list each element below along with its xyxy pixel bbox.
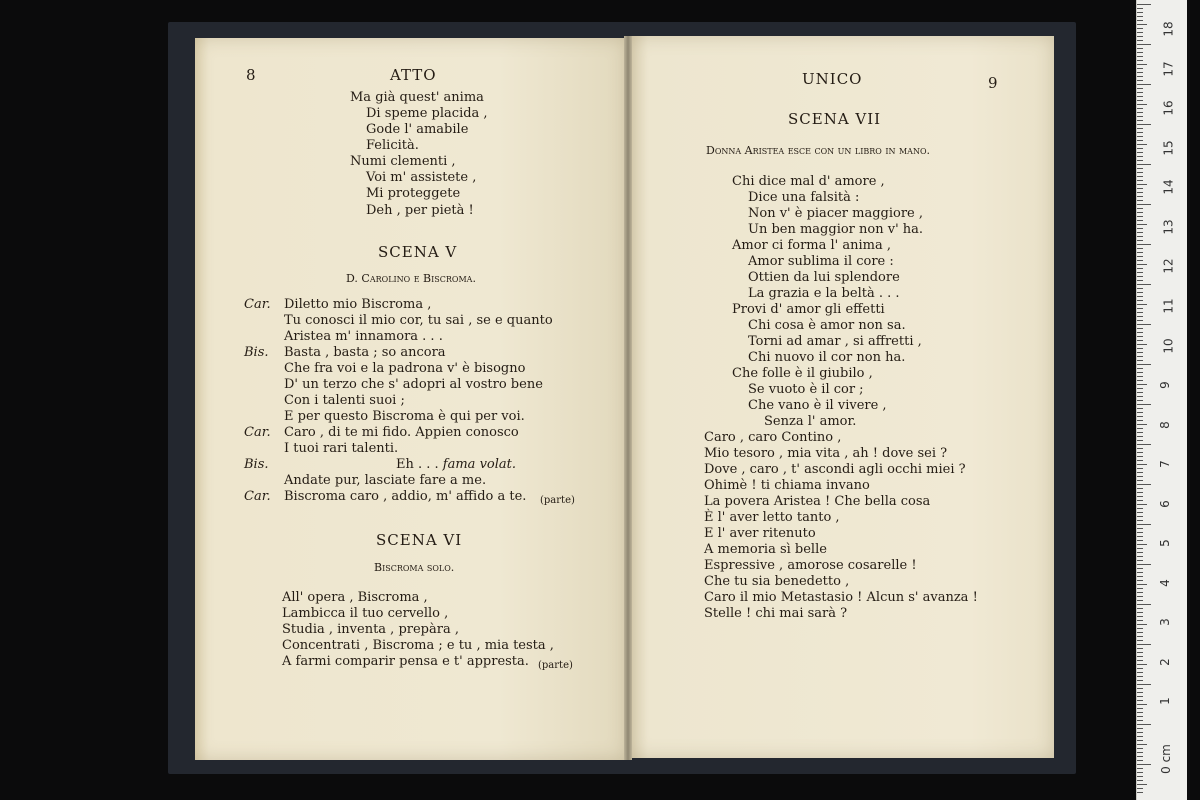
speaker-label: Bis. <box>244 457 269 472</box>
ruler-tick <box>1137 276 1143 277</box>
verse-line: A farmi comparir pensa e t' appresta. <box>282 654 529 669</box>
ruler-tick <box>1137 468 1143 469</box>
ruler-tick <box>1137 736 1143 737</box>
ruler-tick <box>1137 676 1143 677</box>
verse-line: Stelle ! chi mai sarà ? <box>704 606 848 621</box>
scene-title: SCENA VII <box>788 110 882 128</box>
ruler-tick <box>1137 624 1147 625</box>
ruler-tick <box>1137 68 1143 69</box>
ruler-tick <box>1137 584 1147 585</box>
ruler-tick <box>1137 756 1143 757</box>
ruler-tick <box>1137 580 1143 581</box>
ruler-tick <box>1137 512 1143 513</box>
verse-line: Numi clementi , <box>350 154 456 169</box>
ruler-tick <box>1137 720 1143 721</box>
ruler-tick <box>1137 84 1151 85</box>
ruler-tick <box>1137 272 1143 273</box>
ruler-tick <box>1137 12 1143 13</box>
verse-line: Felicità. <box>366 138 419 153</box>
speaker-label: Car. <box>244 297 271 312</box>
verse-line: Chi nuovo il cor non ha. <box>748 350 906 365</box>
ruler-tick <box>1137 440 1143 441</box>
dialogue-line: Caro , di te mi fido. Appien conosco <box>284 425 519 440</box>
stage-aside: (parte) <box>538 660 573 671</box>
ruler-tick <box>1137 528 1143 529</box>
ruler-tick <box>1137 724 1151 725</box>
ruler-number: 16 <box>1161 100 1176 116</box>
ruler-tick <box>1137 44 1151 45</box>
verse-line: Mio tesoro , mia vita , ah ! dove sei ? <box>704 446 948 461</box>
ruler-tick <box>1137 220 1143 221</box>
ruler-tick <box>1137 112 1143 113</box>
verse-line: Se vuoto è il cor ; <box>748 382 864 397</box>
ruler-tick <box>1137 236 1143 237</box>
ruler-tick <box>1137 636 1143 637</box>
ruler-tick <box>1137 508 1143 509</box>
ruler-tick <box>1137 132 1143 133</box>
stage-aside: (parte) <box>540 495 575 506</box>
ruler-tick <box>1137 144 1147 145</box>
ruler-tick <box>1137 368 1143 369</box>
verse-line: Chi dice mal d' amore , <box>732 174 885 189</box>
ruler-tick <box>1137 380 1143 381</box>
ruler-tick <box>1137 652 1143 653</box>
ruler-tick <box>1137 728 1143 729</box>
ruler-tick <box>1137 344 1147 345</box>
ruler-tick <box>1137 280 1143 281</box>
ruler-tick <box>1137 200 1143 201</box>
ruler-tick <box>1137 532 1143 533</box>
ruler-tick <box>1137 160 1143 161</box>
verse-line: Torni ad amar , si affretti , <box>748 334 922 349</box>
ruler-number: 15 <box>1161 140 1176 156</box>
page-number-left: 8 <box>246 66 256 84</box>
ruler-tick <box>1137 188 1143 189</box>
ruler-tick <box>1137 88 1143 89</box>
ruler-tick <box>1137 400 1143 401</box>
ruler-tick <box>1137 692 1143 693</box>
ruler-tick <box>1137 8 1143 9</box>
ruler-tick <box>1137 592 1143 593</box>
ruler-number: 12 <box>1161 258 1176 274</box>
ruler-tick <box>1137 540 1143 541</box>
ruler-tick <box>1137 260 1143 261</box>
ruler-number: 10 <box>1161 338 1176 354</box>
ruler-tick <box>1137 488 1143 489</box>
running-head-right: UNICO <box>802 70 863 88</box>
ruler-tick <box>1137 208 1143 209</box>
ruler-tick <box>1137 184 1147 185</box>
dialogue-line: Diletto mio Biscroma , <box>284 297 432 312</box>
ruler-tick <box>1137 16 1143 17</box>
ruler-number: 3 <box>1157 618 1172 626</box>
verse-line: Non v' è piacer maggiore , <box>748 206 924 221</box>
ruler-number: 8 <box>1157 421 1172 429</box>
ruler-tick <box>1137 740 1143 741</box>
ruler-tick <box>1137 684 1151 685</box>
verse-line: Lambicca il tuo cervello , <box>282 606 449 621</box>
ruler-tick <box>1137 520 1143 521</box>
speaker-label: Bis. <box>244 345 269 360</box>
scene-title: SCENA VI <box>376 531 463 549</box>
ruler-tick <box>1137 244 1151 245</box>
ruler-tick <box>1137 576 1143 577</box>
ruler-tick <box>1137 48 1143 49</box>
ruler-tick <box>1137 476 1143 477</box>
speaker-label: Car. <box>244 425 271 440</box>
ruler-tick <box>1137 108 1143 109</box>
ruler-tick <box>1137 588 1143 589</box>
verse-line: Ottien da lui splendore <box>748 270 900 285</box>
ruler-tick <box>1137 292 1143 293</box>
ruler-tick <box>1137 772 1143 773</box>
ruler-tick <box>1137 348 1143 349</box>
ruler-tick <box>1137 764 1151 765</box>
ruler-number: 18 <box>1161 21 1176 37</box>
verse-line: Amor sublima il core : <box>748 254 894 269</box>
ruler-tick <box>1137 708 1143 709</box>
ruler-tick <box>1137 484 1151 485</box>
ruler-tick <box>1137 732 1143 733</box>
ruler-tick <box>1137 472 1143 473</box>
dialogue-line: Che fra voi e la padrona v' è bisogno <box>284 361 526 376</box>
ruler-tick <box>1137 436 1143 437</box>
ruler-tick <box>1137 52 1143 53</box>
verse-line: Di speme placida , <box>366 106 488 121</box>
ruler-tick <box>1137 480 1143 481</box>
ruler-tick <box>1137 120 1143 121</box>
ruler-tick <box>1137 656 1143 657</box>
verse-line: Studia , inventa , prepàra , <box>282 622 459 637</box>
ruler-tick <box>1137 536 1143 537</box>
ruler-tick <box>1137 304 1147 305</box>
ruler-tick <box>1137 424 1147 425</box>
verse-line: È l' aver letto tanto , <box>704 510 840 525</box>
ruler-tick <box>1137 60 1143 61</box>
ruler-tick <box>1137 552 1143 553</box>
ruler-tick <box>1137 116 1143 117</box>
ruler-tick <box>1137 152 1143 153</box>
running-head-left: ATTO <box>390 66 437 84</box>
ruler-tick <box>1137 448 1143 449</box>
ruler-tick <box>1137 416 1143 417</box>
ruler-tick <box>1137 792 1143 793</box>
ruler-tick <box>1137 784 1147 785</box>
ruler-tick <box>1137 320 1143 321</box>
dialogue-line: I tuoi rari talenti. <box>284 441 399 456</box>
ruler-tick <box>1137 500 1143 501</box>
dialogue-line: Con i talenti suoi ; <box>284 393 405 408</box>
ruler-tick <box>1137 164 1151 165</box>
ruler-tick <box>1137 28 1143 29</box>
ruler-tick <box>1137 376 1143 377</box>
ruler-tick <box>1137 268 1143 269</box>
verse-line: Caro il mio Metastasio ! Alcun s' avanza ! <box>704 590 978 605</box>
ruler-tick <box>1137 128 1143 129</box>
ruler-tick <box>1137 604 1151 605</box>
verse-line: Senza l' amor. <box>764 414 857 429</box>
ruler-tick <box>1137 212 1143 213</box>
ruler-tick <box>1137 712 1143 713</box>
ruler-tick <box>1137 780 1143 781</box>
ruler-number: 13 <box>1161 219 1176 235</box>
verse-line: Deh , per pietà ! <box>366 203 474 218</box>
verse-line: Che vano è il vivere , <box>748 398 887 413</box>
ruler-tick <box>1137 300 1143 301</box>
ruler-number: 14 <box>1161 179 1176 195</box>
ruler-tick <box>1137 524 1151 525</box>
ruler-tick <box>1137 556 1143 557</box>
dialogue-line: Tu conosci il mio cor, tu sai , se e quanto <box>284 313 553 328</box>
ruler-tick <box>1137 360 1143 361</box>
ruler-number: 6 <box>1157 500 1172 508</box>
ruler-tick <box>1137 288 1143 289</box>
stage-direction: D. Carolino e Biscroma. <box>346 272 476 285</box>
ruler-tick <box>1137 40 1143 41</box>
ruler-tick <box>1137 204 1151 205</box>
ruler-tick <box>1137 172 1143 173</box>
verse-line: Dove , caro , t' ascondi agli occhi miei ? <box>704 462 966 477</box>
ruler-number: 5 <box>1157 539 1172 547</box>
ruler-tick <box>1137 672 1143 673</box>
ruler-tick <box>1137 284 1151 285</box>
ruler-tick <box>1137 408 1143 409</box>
ruler-number: 17 <box>1161 61 1176 77</box>
ruler-tick <box>1137 560 1143 561</box>
latin-phrase: fama volat. <box>442 457 517 472</box>
ruler-number: 7 <box>1157 460 1172 468</box>
verse-line: Che folle è il giubilo , <box>732 366 873 381</box>
ruler-number: 2 <box>1157 658 1172 666</box>
ruler-tick <box>1137 700 1143 701</box>
ruler-number: 11 <box>1161 298 1176 314</box>
ruler-tick <box>1137 56 1143 57</box>
ruler-tick <box>1137 660 1143 661</box>
ruler-tick <box>1137 620 1143 621</box>
ruler-tick <box>1137 264 1147 265</box>
ruler-tick <box>1137 32 1143 33</box>
stage-direction: Biscroma solo. <box>374 561 455 574</box>
ruler-tick <box>1137 388 1143 389</box>
ruler-tick <box>1137 20 1143 21</box>
ruler-tick <box>1137 768 1143 769</box>
ruler-tick <box>1137 104 1147 105</box>
ruler-tick <box>1137 664 1147 665</box>
verse-line: Amor ci forma l' anima , <box>732 238 892 253</box>
ruler-tick <box>1137 76 1143 77</box>
ruler-number: 4 <box>1157 579 1172 587</box>
ruler-tick <box>1137 356 1143 357</box>
book-gutter <box>624 36 632 760</box>
scene-title: SCENA V <box>378 243 458 261</box>
ruler-tick <box>1137 80 1143 81</box>
ruler-tick <box>1137 632 1143 633</box>
ruler-tick <box>1137 748 1143 749</box>
ruler-tick <box>1137 72 1143 73</box>
ruler-tick <box>1137 176 1143 177</box>
ruler-tick <box>1137 444 1151 445</box>
ruler-tick <box>1137 92 1143 93</box>
ruler-tick <box>1137 464 1147 465</box>
ruler-tick <box>1137 752 1143 753</box>
ruler-tick <box>1137 420 1143 421</box>
ruler-tick <box>1137 96 1143 97</box>
verse-line: Caro , caro Contino , <box>704 430 842 445</box>
ruler-tick <box>1137 332 1143 333</box>
stage-direction: Donna Aristea esce con un libro in mano. <box>706 144 931 157</box>
ruler-tick <box>1137 312 1143 313</box>
verse-line: A memoria sì belle <box>704 542 827 557</box>
ruler-tick <box>1137 600 1143 601</box>
verse-line: Concentrati , Biscroma ; e tu , mia testa , <box>282 638 554 653</box>
ruler-tick <box>1137 504 1147 505</box>
ruler-tick <box>1137 460 1143 461</box>
verse-line: La grazia e la beltà . . . <box>748 286 900 301</box>
ruler-tick <box>1137 392 1143 393</box>
ruler-tick <box>1137 516 1143 517</box>
verse-line: Mi proteggete <box>366 186 461 201</box>
dialogue-line: Basta , basta ; so ancora <box>284 345 446 360</box>
ruler-tick <box>1137 100 1143 101</box>
ruler-tick <box>1137 648 1143 649</box>
ruler-tick <box>1137 568 1143 569</box>
ruler-number: 0 cm <box>1158 744 1173 774</box>
ruler-tick <box>1137 232 1143 233</box>
ruler-tick <box>1137 788 1143 789</box>
dialogue-line: D' un terzo che s' adopri al vostro bene <box>284 377 543 392</box>
ruler-tick <box>1137 324 1151 325</box>
ruler-number: 9 <box>1157 381 1172 389</box>
verse-line: Provi d' amor gli effetti <box>732 302 885 317</box>
ruler-tick <box>1137 760 1143 761</box>
ruler-tick <box>1137 192 1143 193</box>
ruler-tick <box>1137 404 1151 405</box>
ruler-tick <box>1137 384 1147 385</box>
ruler-tick <box>1137 252 1143 253</box>
ruler-tick <box>1137 412 1143 413</box>
ruler-tick <box>1137 776 1143 777</box>
ruler-tick <box>1137 668 1143 669</box>
speaker-label: Car. <box>244 489 271 504</box>
ruler-tick <box>1137 328 1143 329</box>
verse-line: Espressive , amorose cosarelle ! <box>704 558 917 573</box>
ruler-tick <box>1137 492 1143 493</box>
ruler-tick <box>1137 564 1151 565</box>
verse-line: Ma già quest' anima <box>350 90 484 105</box>
ruler-tick <box>1137 644 1151 645</box>
ruler-tick <box>1137 256 1143 257</box>
ruler-tick <box>1137 148 1143 149</box>
ruler-tick <box>1137 156 1143 157</box>
verse-line: E l' aver ritenuto <box>704 526 816 541</box>
ruler-tick <box>1137 168 1143 169</box>
ruler-tick <box>1137 744 1147 745</box>
ruler-tick <box>1137 308 1143 309</box>
verse-line: Un ben maggior non v' ha. <box>748 222 924 237</box>
ruler-tick <box>1137 240 1143 241</box>
ruler-tick <box>1137 372 1143 373</box>
ruler-tick <box>1137 640 1143 641</box>
ruler-tick <box>1137 352 1143 353</box>
ruler-tick <box>1137 680 1143 681</box>
ruler-number: 1 <box>1157 697 1172 705</box>
measuring-ruler <box>1136 0 1187 800</box>
ruler-tick <box>1137 296 1143 297</box>
ruler-tick <box>1137 196 1143 197</box>
ruler-tick <box>1137 616 1143 617</box>
ruler-tick <box>1137 140 1143 141</box>
ruler-tick <box>1137 4 1151 5</box>
ruler-tick <box>1137 136 1143 137</box>
ruler-tick <box>1137 704 1147 705</box>
ruler-tick <box>1137 216 1143 217</box>
ruler-tick <box>1137 228 1143 229</box>
verse-line: Ohimè ! ti chiama invano <box>704 478 870 493</box>
dialogue-line: E per questo Biscroma è qui per voi. <box>284 409 525 424</box>
ruler-tick <box>1137 432 1143 433</box>
dialogue-line: Aristea m' innamora . . . <box>284 329 443 344</box>
ruler-tick <box>1137 340 1143 341</box>
verse-line: Voi m' assistete , <box>366 170 477 185</box>
ruler-tick <box>1137 544 1147 545</box>
ruler-tick <box>1137 628 1143 629</box>
ruler-tick <box>1137 596 1143 597</box>
page-number-right: 9 <box>988 74 998 92</box>
ruler-tick <box>1137 64 1147 65</box>
dialogue-line: Eh . . . fama volat. <box>396 457 517 472</box>
ruler-tick <box>1137 452 1143 453</box>
ruler-tick <box>1137 696 1143 697</box>
ruler-tick <box>1137 688 1143 689</box>
ruler-tick <box>1137 612 1143 613</box>
verse-line: Dice una falsità : <box>748 190 860 205</box>
ruler-tick <box>1137 716 1143 717</box>
verse-line: La povera Aristea ! Che bella cosa <box>704 494 931 509</box>
dialogue-line: Andate pur, lasciate fare a me. <box>284 473 487 488</box>
ruler-tick <box>1137 572 1143 573</box>
verse-line: Che tu sia benedetto , <box>704 574 850 589</box>
ruler-tick <box>1137 180 1143 181</box>
verse-line: Gode l' amabile <box>366 122 469 137</box>
ruler-tick <box>1137 548 1143 549</box>
ruler-tick <box>1137 496 1143 497</box>
ruler-tick <box>1137 608 1143 609</box>
ruler-tick <box>1137 316 1143 317</box>
ruler-tick <box>1137 456 1143 457</box>
ruler-tick <box>1137 336 1143 337</box>
ruler-tick <box>1137 364 1151 365</box>
dialogue-line: Biscroma caro , addio, m' affido a te. <box>284 489 527 504</box>
verse-line: Chi cosa è amor non sa. <box>748 318 906 333</box>
ruler-tick <box>1137 224 1147 225</box>
ruler-tick <box>1137 24 1147 25</box>
ruler-tick <box>1137 428 1143 429</box>
ruler-tick <box>1137 396 1143 397</box>
ruler-tick <box>1137 124 1151 125</box>
verse-line: All' opera , Biscroma , <box>282 590 428 605</box>
ruler-tick <box>1137 36 1143 37</box>
ruler-tick <box>1137 248 1143 249</box>
